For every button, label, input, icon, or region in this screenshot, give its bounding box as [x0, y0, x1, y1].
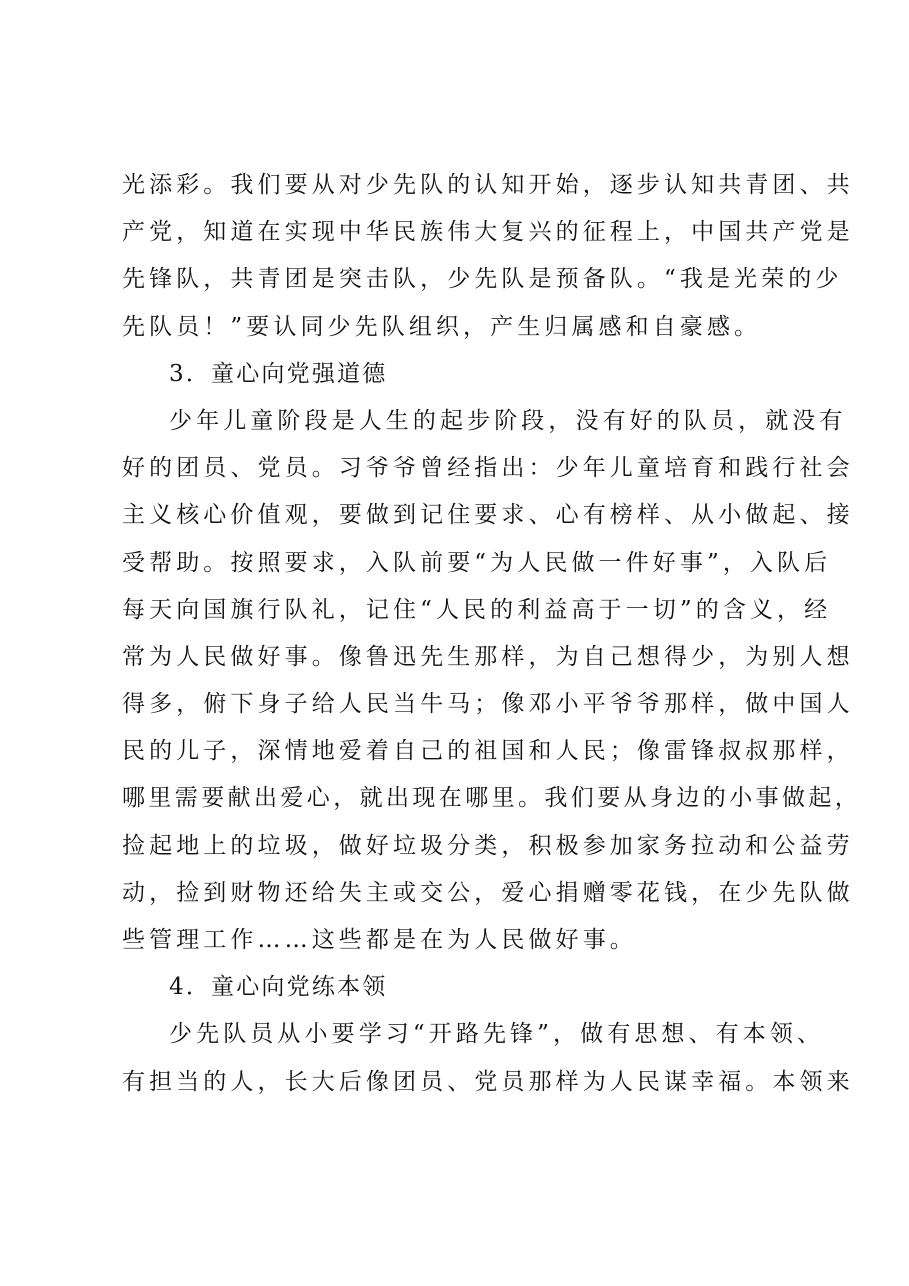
paragraph-line: 先锋队，共青团是突击队，少先队是预备队。“我是光荣的少 — [122, 266, 843, 293]
paragraph-line: 产党，知道在实现中华民族伟大复兴的征程上，中国共产党是 — [122, 219, 854, 246]
paragraph-line: 民的儿子，深情地爱着自己的祖国和人民；像雷锋叔叔那样， — [122, 738, 854, 765]
paragraph-line: 少年儿童阶段是人生的起步阶段，没有好的队员，就没有 — [169, 407, 847, 434]
paragraph-line: 每天向国旗行队礼，记住“人民的利益高于一切”的含义，经 — [122, 596, 832, 623]
paragraph-line: 光添彩。我们要从对少先队的认知开始，逐步认知共青团、共 — [122, 172, 854, 198]
paragraph-line: 捡起地上的垃圾，做好垃圾分类，积极参加家务拉动和公益劳 — [122, 832, 854, 859]
paragraph-line: 哪里需要献出爱心，就出现在哪里。我们要从身边的小事做起， — [122, 785, 862, 812]
paragraph-line: 动，捡到财物还给失主或交公，爱心捐赠零花钱，在少先队做 — [122, 879, 854, 906]
section-heading-3: 3．童心向党强道德 — [169, 360, 388, 387]
paragraph-line: 好的团员、党员。习爷爷曾经指出：少年儿童培育和践行社会 — [122, 455, 854, 482]
paragraph-line: 常为人民做好事。像鲁迅先生那样，为自己想得少，为别人想 — [122, 643, 854, 670]
paragraph-line: 些管理工作……这些都是在为人民做好事。 — [122, 927, 637, 953]
paragraph-line: 得多，俯下身子给人民当牛马；像邓小平爷爷那样，做中国人 — [122, 691, 854, 718]
paragraph-line: 少先队员从小要学习“开路先锋”，做有思想、有本领、 — [169, 1021, 825, 1048]
paragraph-line: 先队员！”要认同少先队组织，产生归属感和自豪感。 — [122, 313, 762, 340]
paragraph-line: 受帮助。按照要求，入队前要“为人民做一件好事”，入队后 — [122, 549, 832, 576]
paragraph-line: 有担当的人，长大后像团员、党员那样为人民谋幸福。本领来 — [122, 1068, 854, 1095]
section-heading-4: 4．童心向党练本领 — [169, 974, 388, 1001]
paragraph-line: 主义核心价值观，要做到记住要求、心有榜样、从小做起、接 — [122, 502, 854, 529]
document-body — [122, 162, 862, 1106]
